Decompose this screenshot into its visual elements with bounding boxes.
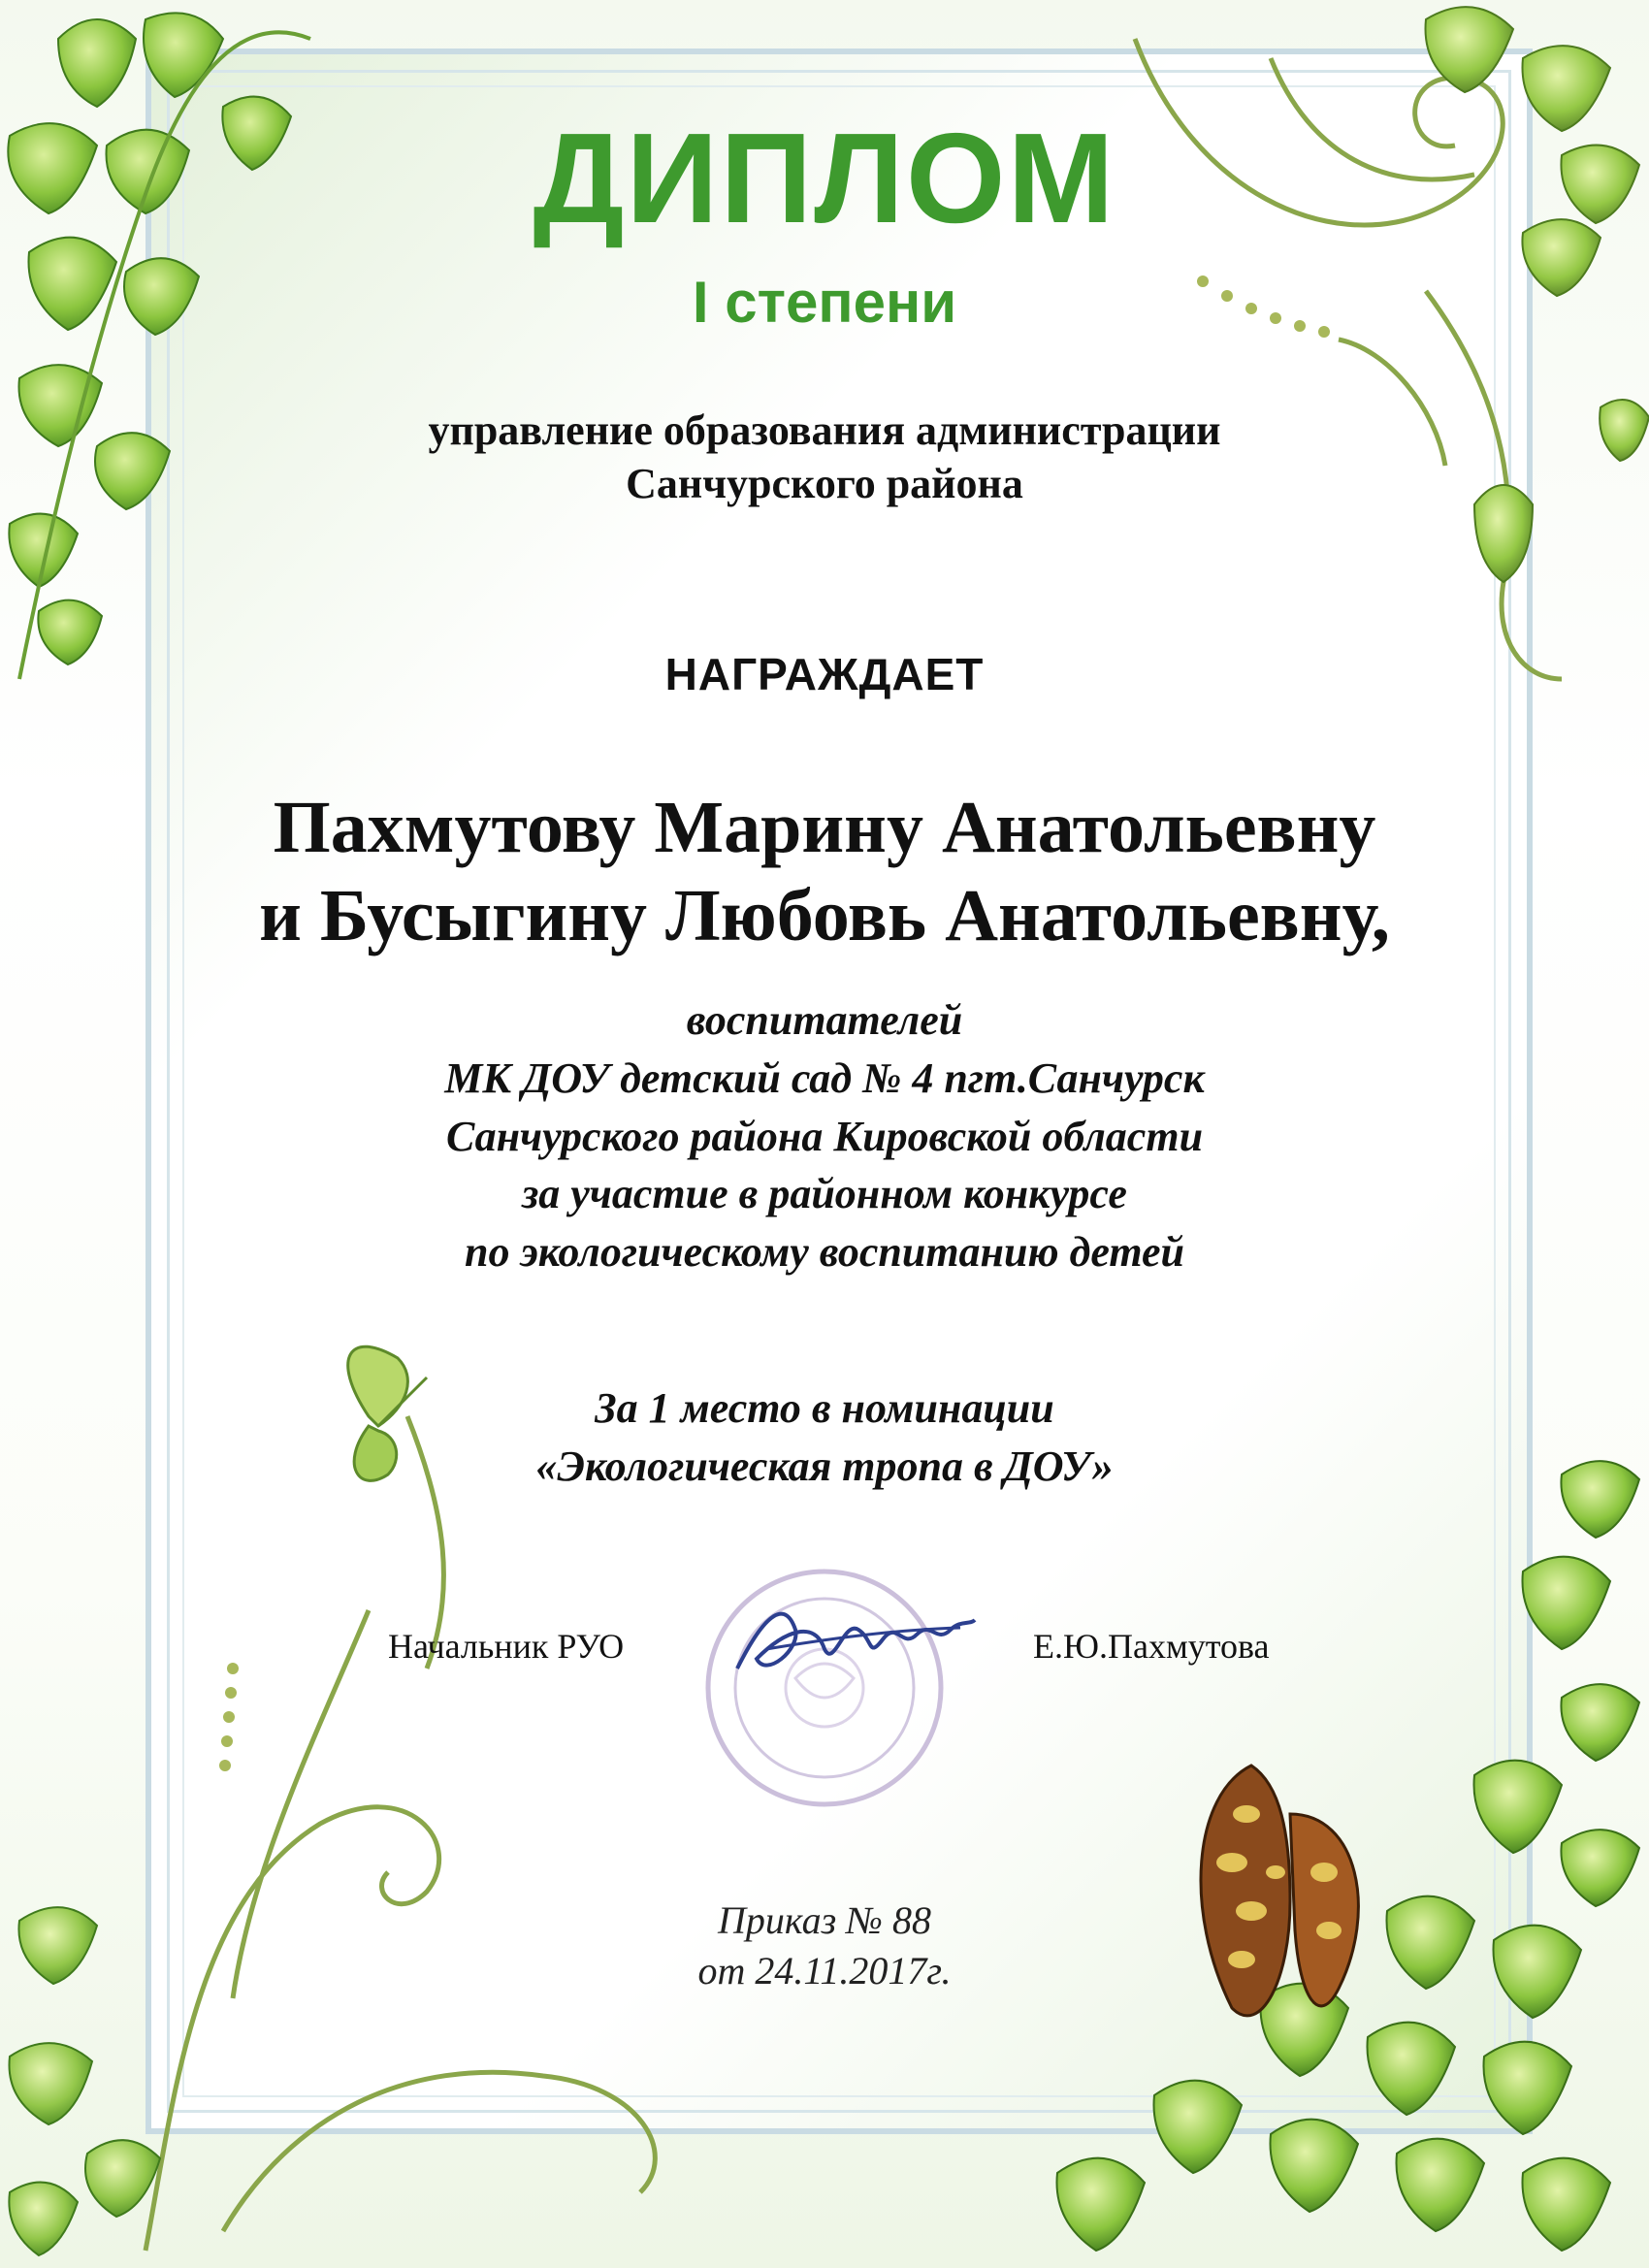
signature-position: Начальник РУО [388, 1627, 625, 1666]
nomination-line: «Экологическая тропа в ДОУ» [535, 1442, 1114, 1490]
order-number: Приказ № 88 [718, 1898, 931, 1942]
order-reference [0, 1895, 1649, 1996]
details-line: МК ДОУ детский сад № 4 пгт.Санчурск [444, 1053, 1205, 1102]
ivy-leaves-top-left [0, 0, 407, 698]
awards-label: НАГРАЖДАЕТ [664, 649, 985, 699]
details-line: воспитателей [686, 996, 963, 1044]
recipient-line: и Бусыгину Любовь Анатольевну, [259, 875, 1390, 957]
organization-line: Санчурского района [626, 460, 1023, 507]
order-date: от 24.11.2017г. [697, 1949, 952, 1993]
details-line: за участие в районном конкурсе [522, 1170, 1127, 1218]
recipients [0, 784, 1649, 960]
signature-name: Е.Ю.Пахмутова [1033, 1627, 1270, 1666]
ivy-leaves-bottom-right [1018, 1455, 1649, 2268]
issuing-organization [0, 404, 1649, 510]
award-details [0, 991, 1649, 1281]
organization-line: управление образования администрации [428, 406, 1221, 454]
nomination-line: За 1 место в номинации [595, 1384, 1054, 1432]
handwritten-signature [728, 1591, 980, 1698]
nomination [0, 1379, 1649, 1496]
details-line: по экологическому воспитанию детей [465, 1228, 1184, 1277]
details-line: Санчурского района Кировской области [445, 1112, 1204, 1160]
recipient-line: Пахмутову Марину Анатольевну [273, 787, 1376, 868]
diploma-title: ДИПЛОМ [533, 107, 1116, 249]
diploma-degree: I степени [692, 270, 957, 335]
